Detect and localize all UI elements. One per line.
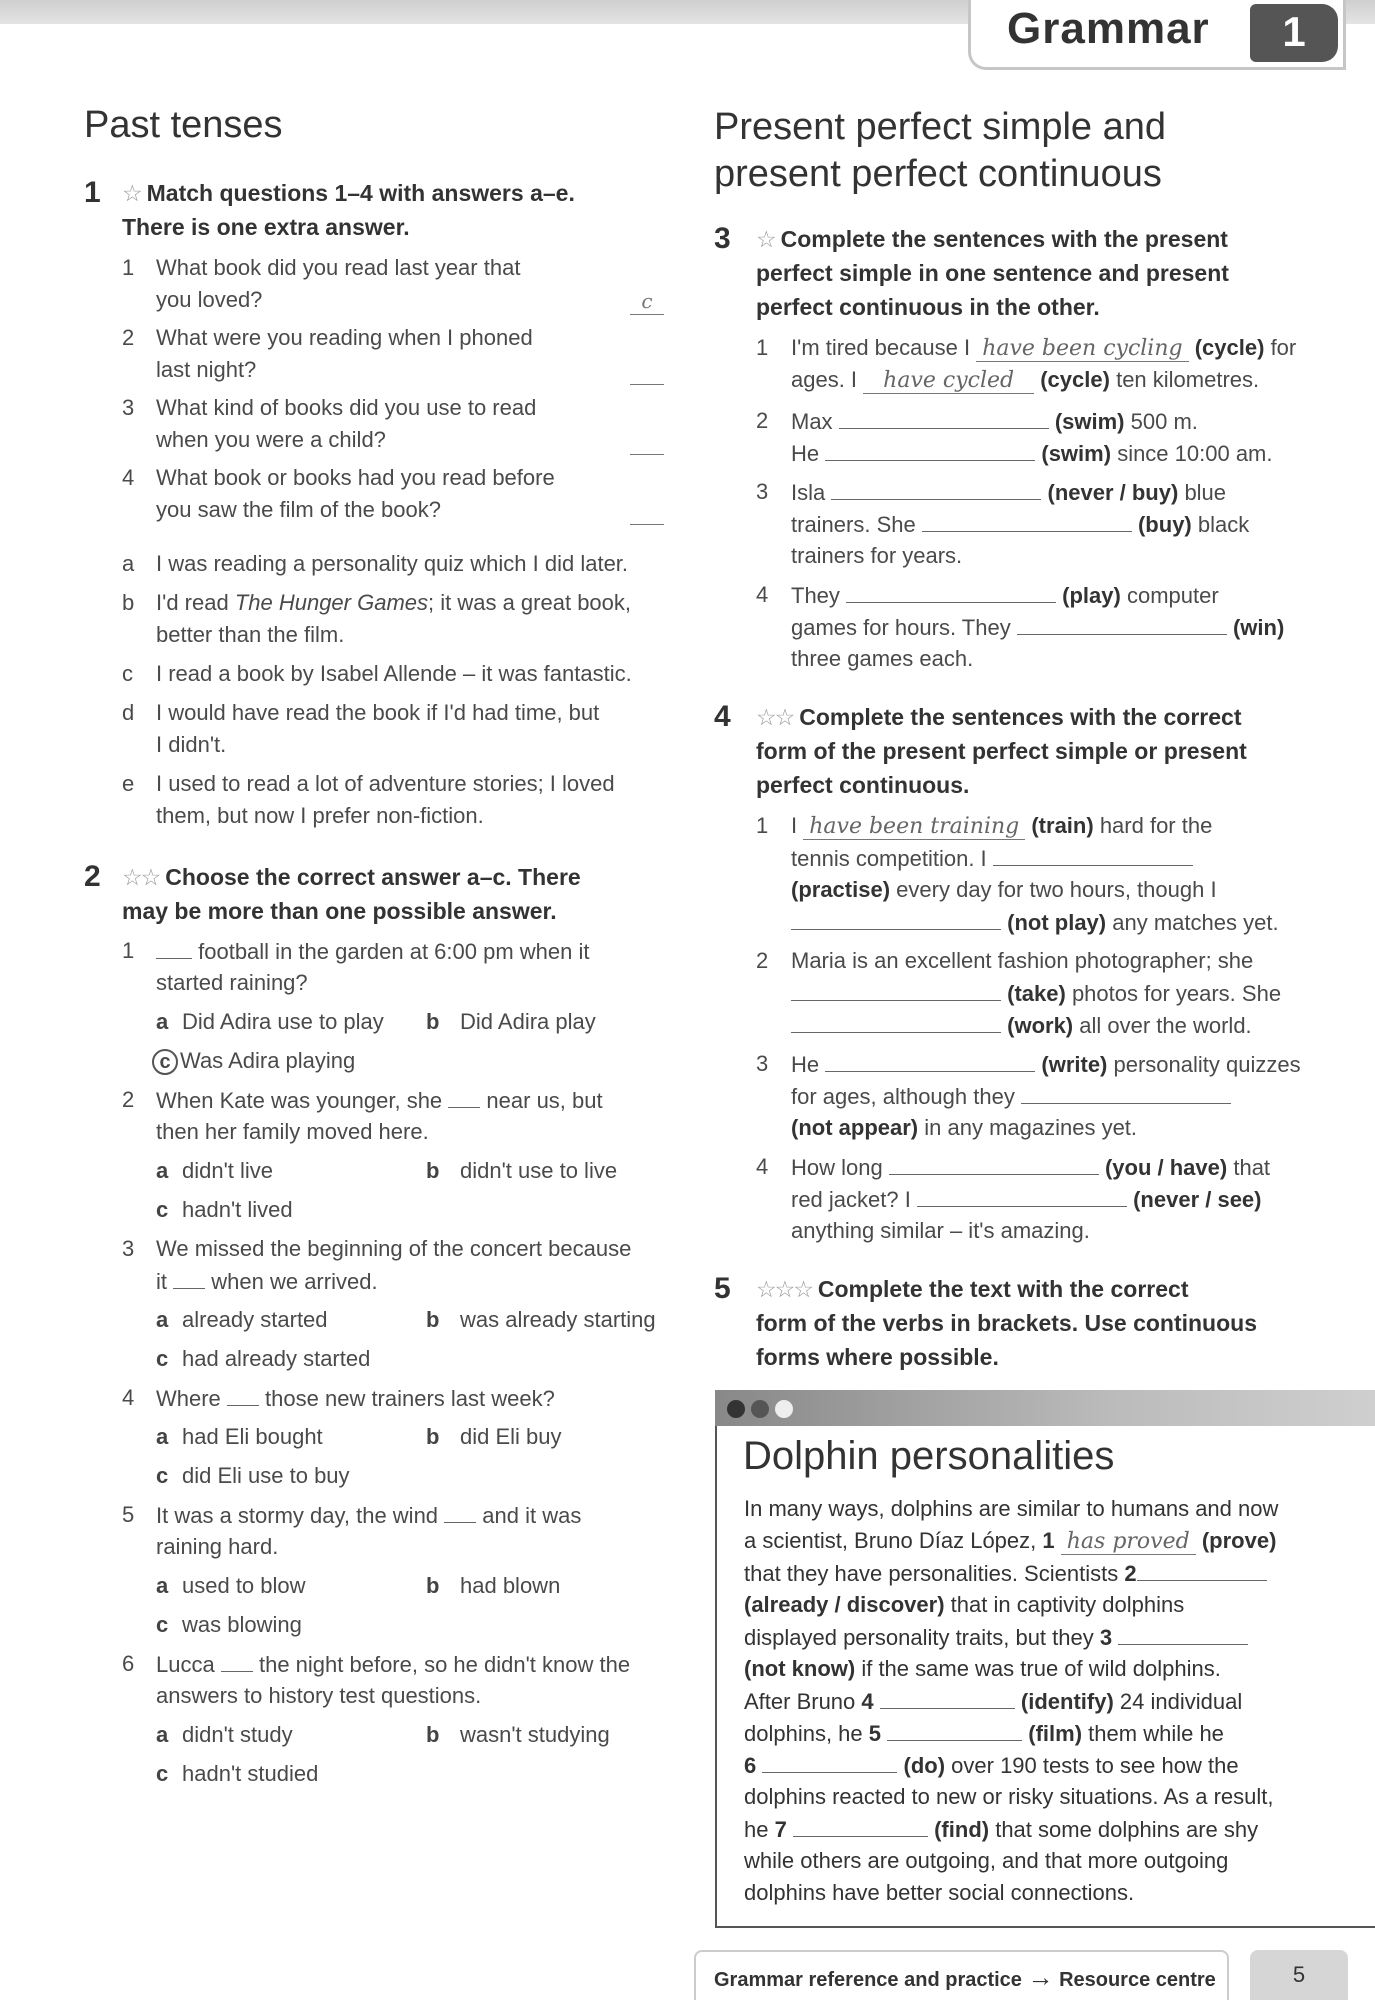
heading-past-tenses: Past tenses: [84, 104, 283, 146]
ex3-num: 3: [714, 222, 731, 255]
ex2-q-line: then her family moved here.: [156, 1119, 429, 1144]
ex2-instructions: ☆☆ Choose the correct answer a–c. There may be more than one possible answer.: [122, 864, 581, 924]
ex3-item-num: 1: [756, 335, 769, 360]
ex2-q-line: When Kate was younger, she near us, but: [156, 1084, 603, 1117]
ex4-line: tennis competition. I: [791, 842, 1193, 875]
ex2-q-line: started raining?: [156, 970, 308, 995]
answer-field[interactable]: c: [630, 287, 664, 315]
ex2-q-num: 2: [122, 1087, 135, 1112]
gap-blank[interactable]: [993, 842, 1193, 866]
ex1-item-num: 4: [122, 465, 135, 490]
ex1-item-line: last night?: [156, 357, 257, 382]
example-answer: has proved: [1061, 1529, 1196, 1555]
option-text[interactable]: had already started: [182, 1346, 371, 1371]
ex4-line: red jacket? I (never / see): [791, 1183, 1262, 1216]
ex4-line: (practise) every day for two hours, though I: [791, 877, 1217, 902]
ex1-item-line: What book or books had you read before: [156, 465, 555, 490]
gap-blank[interactable]: [221, 1648, 253, 1672]
gap-blank[interactable]: [448, 1084, 480, 1108]
option-letter[interactable]: b: [426, 1307, 440, 1332]
ex1-answer-key: d: [122, 700, 135, 725]
reading-line: that they have personalities. Scientists 2: [744, 1557, 1267, 1590]
ex4-line: for ages, although they: [791, 1080, 1231, 1113]
option-text[interactable]: hadn't studied: [182, 1761, 319, 1786]
ex5-num: 5: [714, 1272, 731, 1305]
gap-blank[interactable]: [1118, 1621, 1248, 1645]
gap-blank[interactable]: [1021, 1080, 1231, 1104]
star-rating-icon: ☆: [122, 180, 141, 206]
option-text[interactable]: was blowing: [182, 1612, 302, 1637]
ex4-line: (not appear) in any magazines yet.: [791, 1115, 1138, 1140]
gap-blank[interactable]: [880, 1685, 1015, 1709]
option-letter[interactable]: b: [426, 1009, 440, 1034]
gap-blank[interactable]: [791, 906, 1001, 930]
ex1-answer-line: I would have read the book if I'd had time, but: [156, 700, 600, 725]
ex2-q-num: 3: [122, 1236, 135, 1261]
ex4-line: (take) photos for years. She: [791, 977, 1281, 1010]
ex3-instructions: ☆ Complete the sentences with the present perfect simple in one sentence and present perfect continuous in the other.: [756, 226, 1229, 320]
option-letter[interactable]: c: [156, 1197, 169, 1222]
section-title: Grammar: [1007, 4, 1210, 53]
reading-box-band: [715, 1390, 1375, 1426]
ex1-answer-key: b: [122, 590, 135, 615]
option-text[interactable]: had blown: [460, 1573, 561, 1598]
option-letter[interactable]: b: [426, 1722, 440, 1747]
dot-icon: [727, 1400, 745, 1418]
reading-line: he 7 (find) that some dolphins are shy: [744, 1813, 1258, 1846]
option-letter[interactable]: a: [156, 1722, 169, 1747]
ex1-answer-line: them, but now I prefer non-fiction.: [156, 803, 484, 828]
gap-blank[interactable]: [917, 1183, 1127, 1207]
ex3-line: trainers for years.: [791, 543, 963, 568]
answer-field[interactable]: [630, 497, 664, 525]
ex2-q-line: Lucca the night before, so he didn't know the: [156, 1648, 630, 1681]
option-text[interactable]: was already starting: [460, 1307, 656, 1332]
option-text[interactable]: hadn't lived: [182, 1197, 293, 1222]
ex1-answer-key: e: [122, 771, 135, 796]
option-text[interactable]: didn't live: [182, 1158, 274, 1183]
ex1-item-line: you loved?: [156, 287, 263, 312]
ex2-q-line: answers to history test questions.: [156, 1683, 482, 1708]
ex1-item-line: What kind of books did you use to read: [156, 395, 537, 420]
ex2-num: 2: [84, 860, 101, 893]
answer-field[interactable]: [630, 427, 664, 455]
ex4-line: How long (you / have) that: [791, 1151, 1270, 1184]
ex1-item-line: when you were a child?: [156, 427, 386, 452]
ex4-line: anything similar – it's amazing.: [791, 1218, 1090, 1243]
reading-line: dolphins have better social connections.: [744, 1880, 1135, 1905]
reading-line: displayed personality traits, but they 3: [744, 1621, 1248, 1654]
ex2-q-line: football in the garden at 6:00 pm when it: [156, 935, 590, 968]
circled-answer-icon: c: [152, 1049, 178, 1075]
ex1-answer-key: a: [122, 551, 135, 576]
ex3-line: ages. I have cycled (cycle) ten kilometres.: [791, 367, 1260, 393]
option-text[interactable]: didn't study: [182, 1722, 293, 1747]
option-letter[interactable]: b: [426, 1158, 440, 1183]
gap-blank[interactable]: [825, 1048, 1035, 1072]
option-letter[interactable]: c: [156, 1346, 169, 1371]
reading-line: In many ways, dolphins are similar to humans and now: [744, 1496, 1279, 1521]
ex2-q-line: We missed the beginning of the concert because: [156, 1236, 632, 1261]
option-text[interactable]: had Eli bought: [182, 1424, 323, 1449]
answer-field[interactable]: [630, 357, 664, 385]
option-text[interactable]: didn't use to live: [460, 1158, 618, 1183]
option-letter[interactable]: b: [426, 1424, 440, 1449]
ex4-num: 4: [714, 700, 731, 733]
gap-blank[interactable]: [156, 935, 192, 959]
option-letter[interactable]: c: [156, 1761, 169, 1786]
reading-line: (already / discover) that in captivity dolphins: [744, 1592, 1185, 1617]
option-text[interactable]: Did Adira use to play: [182, 1009, 384, 1034]
example-answer: have been cycling: [976, 336, 1188, 362]
ex2-q-num: 5: [122, 1502, 135, 1527]
ex4-line: (work) all over the world.: [791, 1009, 1252, 1042]
ex3-line: trainers. She (buy) black: [791, 508, 1249, 541]
option-c-selected[interactable]: c Was Adira playing: [152, 1045, 355, 1077]
star-rating-icon: ☆☆: [756, 704, 794, 730]
gap-blank[interactable]: [791, 977, 1001, 1001]
gap-blank[interactable]: [793, 1813, 928, 1837]
reading-line: a scientist, Bruno Díaz López, 1 has proved (prove): [744, 1528, 1277, 1554]
ex1-answer-key: c: [122, 661, 133, 686]
star-rating-icon: ☆☆: [122, 864, 160, 890]
arrow-right-icon: →: [1027, 1962, 1054, 1992]
ex3-item-num: 3: [756, 479, 769, 504]
gap-blank[interactable]: [839, 405, 1049, 429]
ex4-item-num: 3: [756, 1051, 769, 1076]
option-letter[interactable]: a: [156, 1424, 169, 1449]
option-letter[interactable]: c: [156, 1612, 169, 1637]
ex3-line: Max (swim) 500 m.: [791, 405, 1198, 438]
option-text[interactable]: did Eli use to buy: [182, 1463, 350, 1488]
ex2-q-num: 1: [122, 938, 135, 963]
option-text[interactable]: wasn't studying: [460, 1722, 610, 1747]
gap-blank[interactable]: [1137, 1557, 1267, 1581]
ex1-item-num: 3: [122, 395, 135, 420]
option-text[interactable]: used to blow: [182, 1573, 306, 1598]
ex4-item-num: 2: [756, 948, 769, 973]
reading-line: dolphins reacted to new or risky situations. As a result,: [744, 1784, 1274, 1809]
ex1-answer-line: I was reading a personality quiz which I did later.: [156, 551, 629, 576]
option-letter[interactable]: c: [156, 1463, 169, 1488]
ex4-item-num: 4: [756, 1154, 769, 1179]
ex1-item-num: 1: [122, 255, 135, 280]
gap-blank[interactable]: [444, 1499, 476, 1523]
example-answer: have been training: [803, 814, 1025, 840]
reading-line: 6 (do) over 190 tests to see how the: [744, 1749, 1239, 1782]
ex3-item-num: 4: [756, 582, 769, 607]
ex2-q-num: 4: [122, 1385, 135, 1410]
gap-blank[interactable]: [922, 508, 1132, 532]
ex1-item-num: 2: [122, 325, 135, 350]
gap-blank[interactable]: [227, 1382, 259, 1406]
footer-reference-link[interactable]: Grammar reference and practice → Resource centre: [694, 1950, 1229, 2000]
ex1-answer-line: I'd read The Hunger Games; it was a great book,: [156, 590, 632, 615]
option-text[interactable]: Did Adira play: [460, 1009, 596, 1034]
heading-present-perfect: Present perfect simple and present perfect continuous: [714, 106, 1167, 195]
ex3-line: He (swim) since 10:00 am.: [791, 437, 1273, 470]
ex3-line: Isla (never / buy) blue: [791, 476, 1226, 509]
ex2-q-line: raining hard.: [156, 1534, 279, 1559]
ex3-line: three games each.: [791, 646, 974, 671]
ex2-q-line: Where those new trainers last week?: [156, 1382, 555, 1415]
ex2-q-line: It was a stormy day, the wind and it was: [156, 1499, 581, 1532]
gap-blank[interactable]: [831, 476, 1041, 500]
option-letter[interactable]: a: [156, 1009, 169, 1034]
option-text[interactable]: did Eli buy: [460, 1424, 562, 1449]
unit-badge: 1: [1250, 4, 1338, 62]
ex4-line: I have been training (train) hard for the: [791, 813, 1213, 839]
example-answer: have cycled: [863, 368, 1034, 394]
reading-line: dolphins, he 5 (film) them while he: [744, 1717, 1224, 1750]
ex1-item-line: What were you reading when I phoned: [156, 325, 533, 350]
ex3-item-num: 2: [756, 408, 769, 433]
gap-blank[interactable]: [762, 1749, 897, 1773]
gap-blank[interactable]: [1017, 611, 1227, 635]
star-rating-icon: ☆: [756, 226, 775, 252]
ex4-line: He (write) personality quizzes: [791, 1048, 1301, 1081]
ex1-item-line: you saw the film of the book?: [156, 497, 441, 522]
ex1-answer-line: I read a book by Isabel Allende – it was fantastic.: [156, 661, 632, 686]
star-rating-icon: ☆☆☆: [756, 1276, 812, 1302]
option-letter[interactable]: a: [156, 1573, 169, 1598]
reading-title: Dolphin personalities: [743, 1434, 1115, 1478]
gap-blank[interactable]: [887, 1717, 1022, 1741]
ex4-line: Maria is an excellent fashion photographer; she: [791, 948, 1254, 973]
ex1-answer-line: I used to read a lot of adventure stories; I loved: [156, 771, 615, 796]
gap-blank[interactable]: [889, 1151, 1099, 1175]
ex4-instructions: ☆☆ Complete the sentences with the correct form of the present perfect simple or present perfect continuous.: [756, 704, 1247, 798]
page-number: 5: [1250, 1950, 1348, 2000]
ex3-line: games for hours. They (win): [791, 611, 1284, 644]
reading-line: After Bruno 4 (identify) 24 individual: [744, 1685, 1242, 1718]
ex2-q-num: 6: [122, 1651, 135, 1676]
ex1-item-line: What book did you read last year that: [156, 255, 521, 280]
ex1-answer-line: better than the film.: [156, 622, 345, 647]
reading-line: while others are outgoing, and that more outgoing: [744, 1848, 1229, 1873]
dot-icon: [751, 1400, 769, 1418]
ex2-q-line: it when we arrived.: [156, 1265, 378, 1298]
ex4-item-num: 1: [756, 813, 769, 838]
ex1-answer-line: I didn't.: [156, 732, 227, 757]
gap-blank[interactable]: [173, 1265, 205, 1289]
gap-blank[interactable]: [846, 579, 1056, 603]
ex1-num: 1: [84, 176, 101, 209]
gap-blank[interactable]: [791, 1009, 1001, 1033]
ex4-line: (not play) any matches yet.: [791, 906, 1279, 939]
option-text[interactable]: already started: [182, 1307, 328, 1332]
option-letter[interactable]: a: [156, 1158, 169, 1183]
gap-blank[interactable]: [825, 437, 1035, 461]
option-letter[interactable]: b: [426, 1573, 440, 1598]
dot-icon: [775, 1400, 793, 1418]
option-letter[interactable]: a: [156, 1307, 169, 1332]
ex3-line: I'm tired because I have been cycling (cycle) for: [791, 335, 1297, 361]
reading-line: (not know) if the same was true of wild dolphins.: [744, 1656, 1221, 1681]
ex5-instructions: ☆☆☆ Complete the text with the correct form of the verbs in brackets. Use continuous forms where possible.: [756, 1276, 1257, 1370]
ex3-line: They (play) computer: [791, 579, 1219, 612]
ex1-instructions: ☆ Match questions 1–4 with answers a–e. There is one extra answer.: [122, 180, 575, 240]
